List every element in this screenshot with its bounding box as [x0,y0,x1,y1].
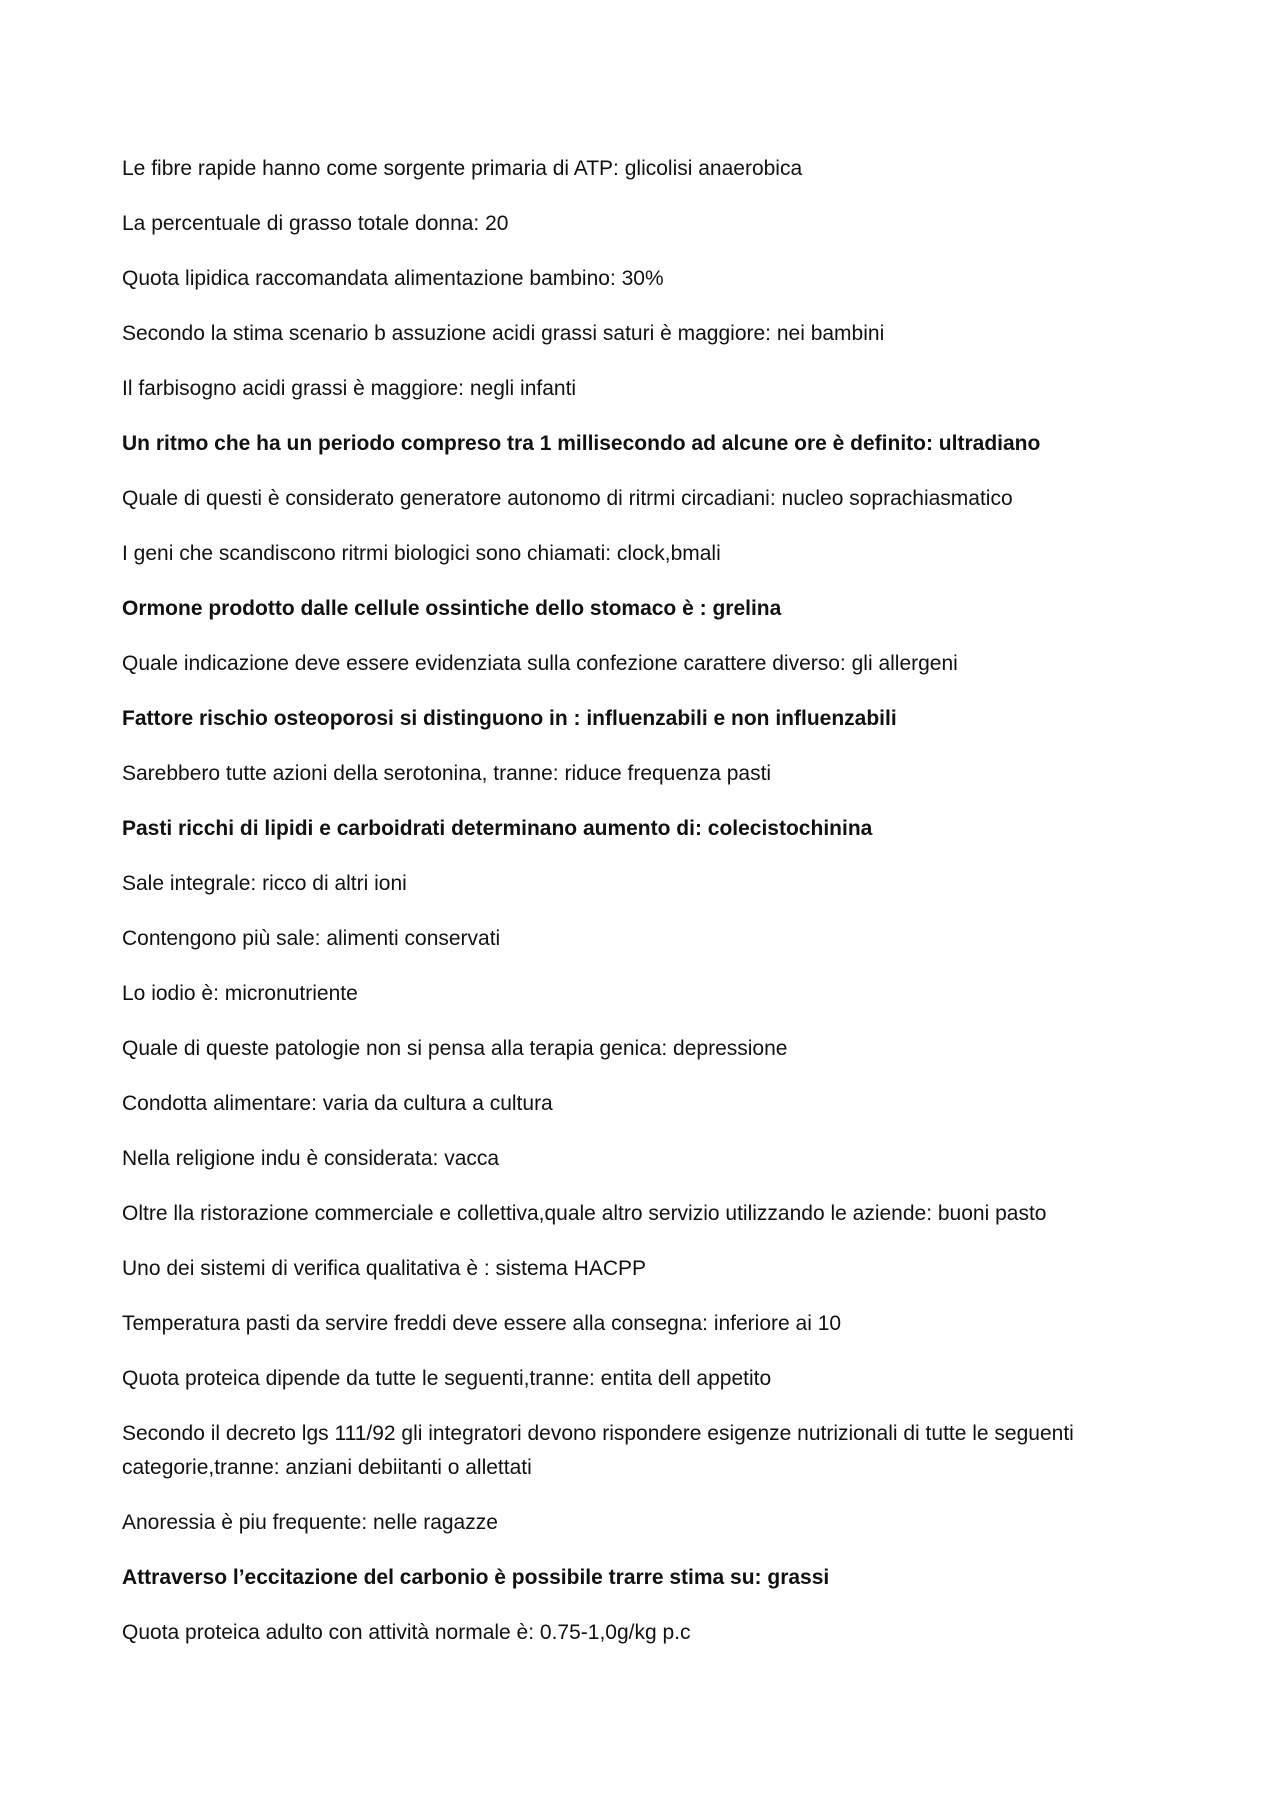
text-line: Sarebbero tutte azioni della serotonina, tranne: riduce frequenza pasti [122,762,772,785]
text-line: Quale di queste patologie non si pensa alla terapia genica: depressione [122,1037,788,1060]
text-line: Anoressia è piu frequente: nelle ragazze [122,1511,498,1534]
text-line: La percentuale di grasso totale donna: 20 [122,212,509,235]
text-line: Secondo la stima scenario b assuzione acidi grassi saturi è maggiore: nei bambini [122,322,885,345]
text-line: Sale integrale: ricco di altri ioni [122,872,407,895]
text-line-bold: Ormone prodotto dalle cellule ossintiche dello stomaco è : grelina [122,597,782,620]
text-line-bold: Pasti ricchi di lipidi e carboidrati determinano aumento di: colecistochinina [122,817,873,840]
text-line: Uno dei sistemi di verifica qualitativa è : sistema HACPP [122,1257,647,1280]
text-line: Quota lipidica raccomandata alimentazione bambino: 30% [122,267,664,290]
text-line: Condotta alimentare: varia da cultura a cultura [122,1092,553,1115]
text-line-bold: Attraverso l’eccitazione del carbonio è possibile trarre stima su: grassi [122,1566,830,1589]
text-line-bold: Un ritmo che ha un periodo compreso tra 1 millisecondo ad alcune ore è definito: ultradiano [122,432,1041,455]
text-line: Lo iodio è: micronutriente [122,982,358,1005]
text-line: Quale indicazione deve essere evidenziata sulla confezione carattere diverso: gli allergeni [122,652,958,675]
text-line: Il farbisogno acidi grassi è maggiore: negli infanti [122,377,577,400]
text-line: Oltre lla ristorazione commerciale e collettiva,quale altro servizio utilizzando le aziende: buoni pasto [122,1202,1047,1225]
text-line: Contengono più sale: alimenti conservati [122,927,501,950]
text-line-bold: Fattore rischio osteoporosi si distinguono in : influenzabili e non influenzabili [122,707,897,730]
text-line: Quota proteica dipende da tutte le seguenti,tranne: entita dell appetito [122,1367,772,1390]
text-line: Quale di questi è considerato generatore autonomo di ritrmi circadiani: nucleo soprachiasmatico [122,487,1013,510]
document-body [122,152,1162,1671]
text-line: Secondo il decreto lgs 111/92 gli integratori devono rispondere esigenze nutrizionali di tutte le seguenti categorie,tranne: anziani debiitanti o allettati [122,1422,1074,1479]
text-line: Temperatura pasti da servire freddi deve essere alla consegna: inferiore ai 10 [122,1312,842,1335]
text-line: Quota proteica adulto con attività normale è: 0.75-1,0g/kg p.c [122,1621,691,1644]
text-line: Nella religione indu è considerata: vacca [122,1147,500,1170]
text-line: I geni che scandiscono ritrmi biologici sono chiamati: clock,bmali [122,542,721,565]
text-line: Le fibre rapide hanno come sorgente primaria di ATP: glicolisi anaerobica [122,157,803,180]
